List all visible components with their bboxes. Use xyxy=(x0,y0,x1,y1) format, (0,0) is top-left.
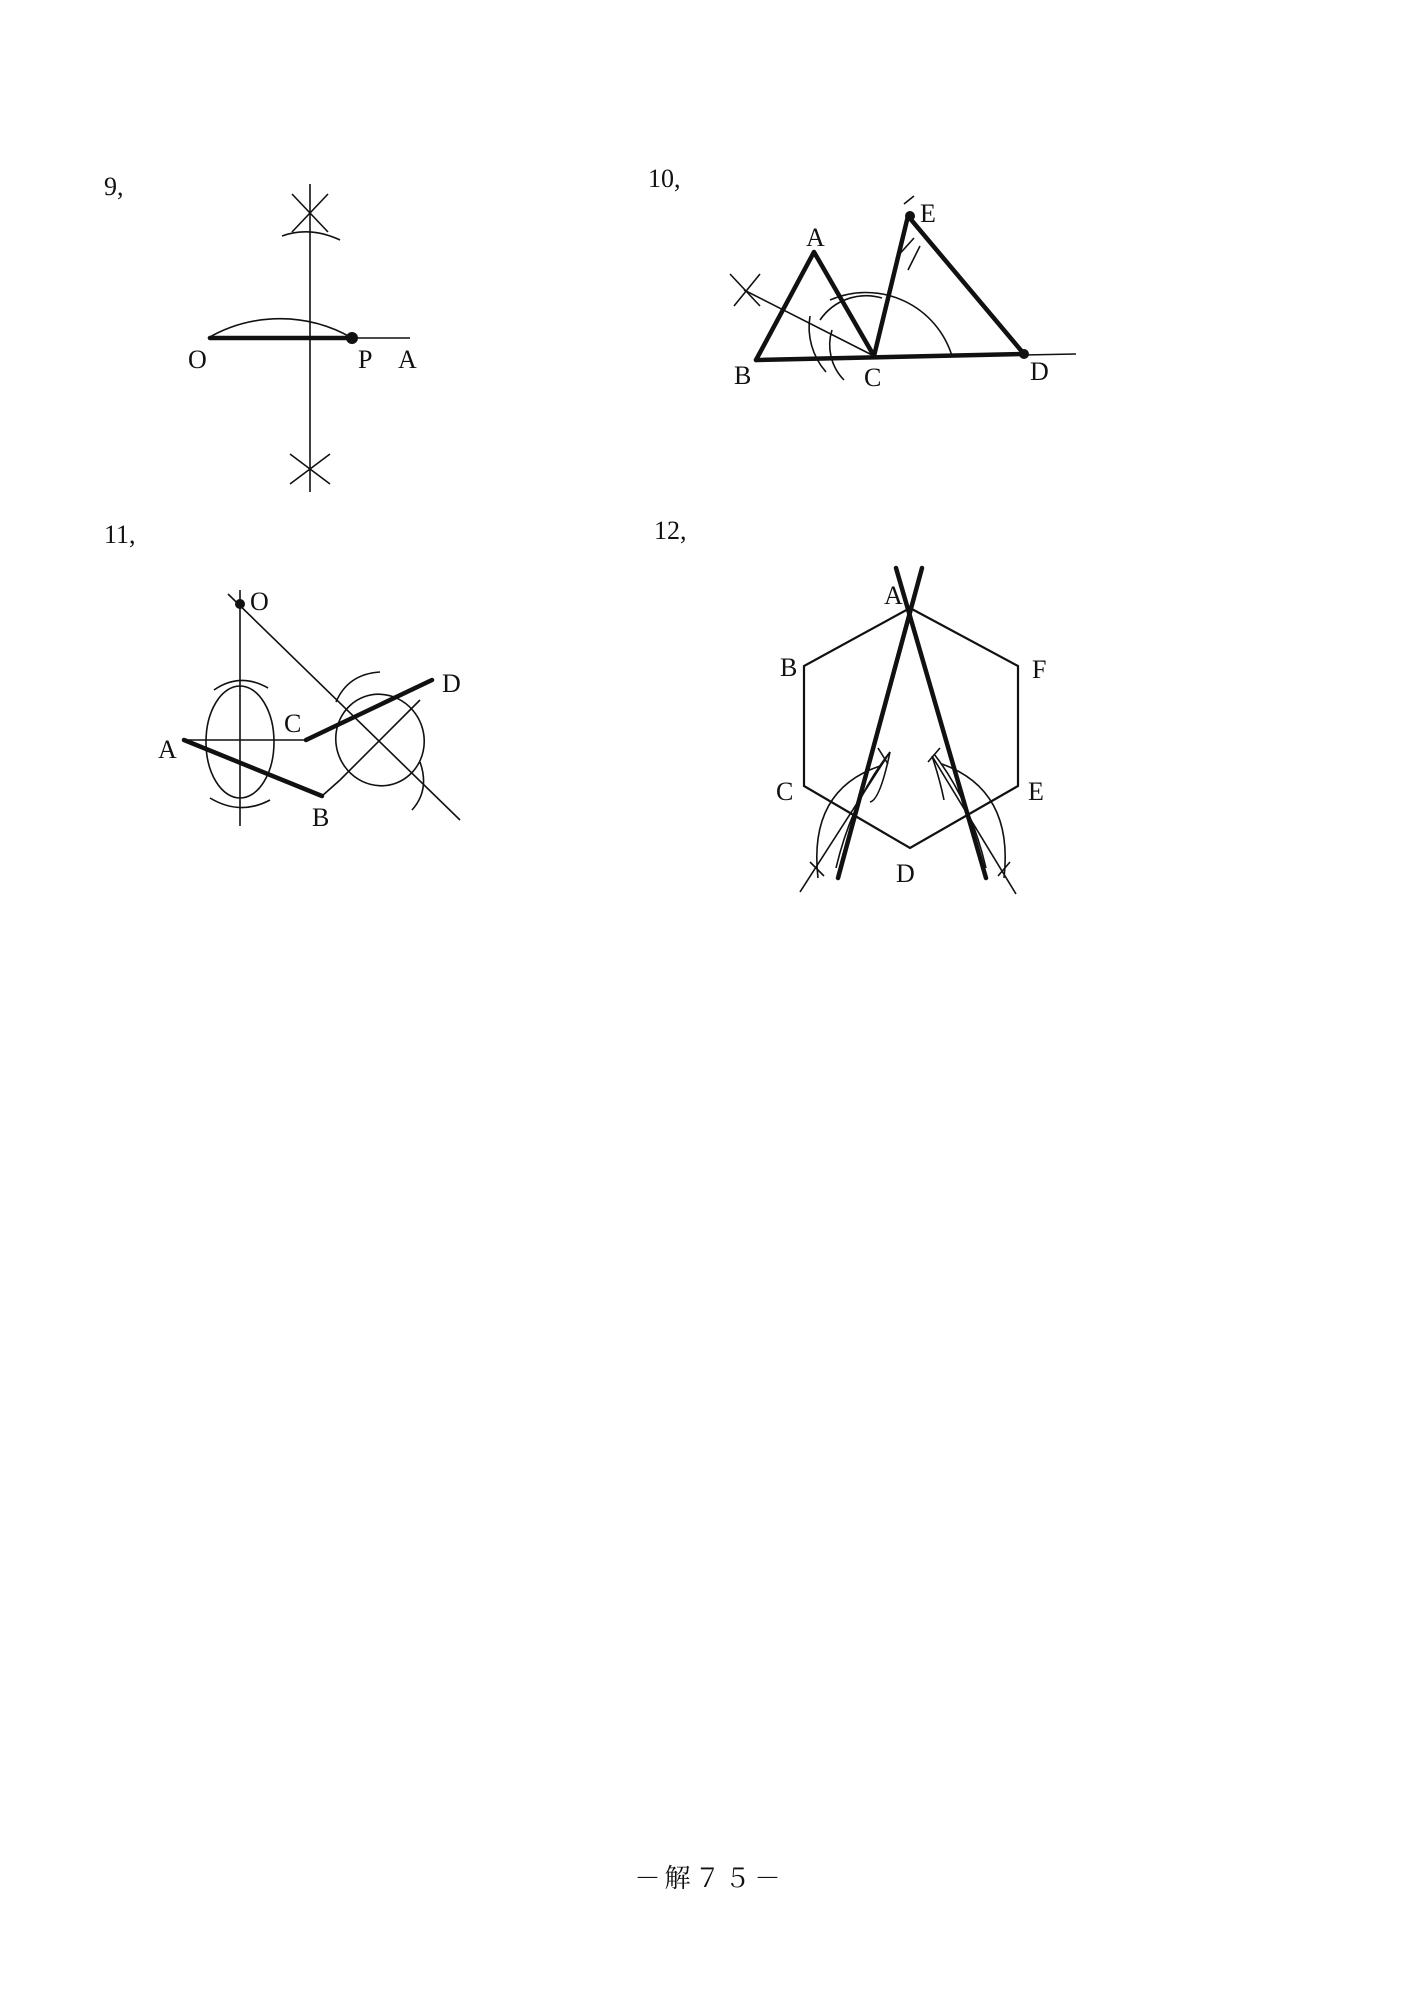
label-o-11: O xyxy=(250,587,269,616)
label-e-12: E xyxy=(1028,777,1044,806)
point-o-11 xyxy=(235,599,245,609)
triangle-abc xyxy=(756,252,874,360)
problem-12-number: 12, xyxy=(654,516,687,545)
label-e-10: E xyxy=(920,199,936,228)
hexagon-abcdef xyxy=(804,608,1018,848)
arc-mark-11-right-top xyxy=(336,672,380,702)
label-b-12: B xyxy=(780,653,798,682)
label-a-11: A xyxy=(158,735,177,764)
figure-9 xyxy=(188,184,417,492)
figure-11 xyxy=(158,587,461,832)
point-d xyxy=(1019,349,1029,359)
label-c-12: C xyxy=(776,777,794,806)
figure-10 xyxy=(730,196,1076,392)
figure-12 xyxy=(776,568,1046,894)
construction-line-11b xyxy=(340,700,420,780)
label-c-11: C xyxy=(284,709,302,738)
label-o-9: O xyxy=(188,345,207,374)
label-f-12: F xyxy=(1032,655,1047,684)
construction-line-12-right xyxy=(932,756,1016,894)
segment-b-ext xyxy=(322,780,340,796)
arc-12-right-3 xyxy=(932,756,944,800)
triangle-ecd xyxy=(874,216,1024,356)
arc-mark-top xyxy=(282,232,340,240)
diagonal-line-11 xyxy=(228,594,460,820)
arc-large-c xyxy=(830,292,952,356)
point-e xyxy=(905,211,915,221)
label-d-12: D xyxy=(896,859,915,888)
problem-11-number: 11, xyxy=(104,520,136,549)
label-c-10: C xyxy=(864,363,882,392)
label-a-10: A xyxy=(806,223,825,252)
point-p xyxy=(346,332,358,344)
label-d-11: D xyxy=(442,669,461,698)
problem-9-number: 9, xyxy=(104,172,124,201)
label-a-12: A xyxy=(884,581,903,610)
label-d-10: D xyxy=(1030,357,1049,386)
cross-mark-10-left xyxy=(730,274,760,306)
segment-ab xyxy=(184,740,322,796)
problem-10-number: 10, xyxy=(648,164,681,193)
label-p-9: P xyxy=(358,345,373,374)
arc-mark-11-right-bottom xyxy=(412,762,424,810)
page-number: －解７５－ xyxy=(634,1864,785,1894)
line-a-right xyxy=(896,568,986,878)
label-b-11: B xyxy=(312,803,330,832)
segment-bd xyxy=(756,354,1024,360)
arc-center-midpoint xyxy=(208,319,352,338)
construction-line-12-left xyxy=(800,752,890,892)
tick-mark-10-e xyxy=(904,196,914,204)
label-b-10: B xyxy=(734,361,752,390)
label-a-9: A xyxy=(398,345,417,374)
